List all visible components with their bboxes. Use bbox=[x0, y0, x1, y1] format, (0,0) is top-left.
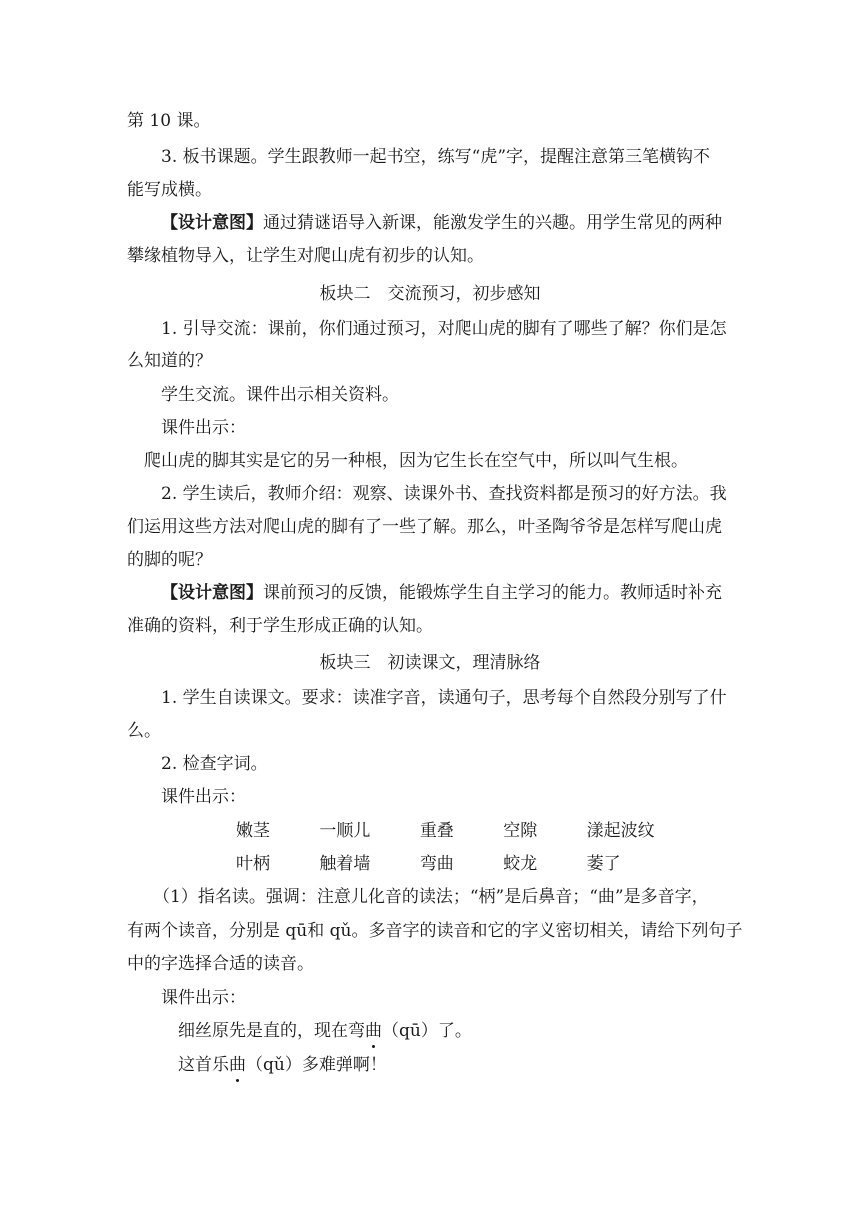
paragraph-line: 3. 板书课题。学生跟教师一起书空，练写“虎”字，提醒注意第三笔横钩不 bbox=[161, 147, 711, 167]
word-item: 弯曲 bbox=[419, 854, 454, 874]
section-heading: 板块二 交流预习，初步感知 bbox=[319, 284, 541, 304]
paragraph-line: 学生交流。课件出示相关资料。 bbox=[161, 385, 399, 405]
paragraph-line: 能写成横。 bbox=[127, 180, 212, 200]
paragraph-line: 准确的资料，利于学生形成正确的认知。 bbox=[127, 616, 433, 636]
design-intent-paragraph bbox=[161, 212, 722, 234]
sentence-text: 细丝原先是直的，现在弯 bbox=[178, 1021, 365, 1041]
design-intent-paragraph bbox=[161, 582, 722, 604]
paragraph-line: 课件出示： bbox=[161, 418, 246, 438]
sentence-text: 这首乐 bbox=[178, 1055, 229, 1075]
paragraph-line: 第 10 课。 bbox=[127, 111, 211, 131]
paragraph-line: 么。 bbox=[127, 721, 161, 741]
word-item: 一顺儿 bbox=[319, 821, 371, 841]
paragraph-line: 2. 学生读后，教师介绍：观察、读课外书、查找资料都是预习的好方法。我 bbox=[161, 484, 727, 504]
word-list-row bbox=[236, 820, 699, 842]
sentence-text: （qǔ）多难弹啊！ bbox=[246, 1055, 387, 1075]
paragraph-text: 通过猜谜语导入新课，能激发学生的兴趣。用学生常见的两种 bbox=[263, 213, 722, 233]
courseware-quote: 爬山虎的脚其实是它的另一种根，因为它生长在空气中，所以叫气生根。 bbox=[144, 451, 688, 471]
paragraph-line: 课件出示： bbox=[161, 988, 246, 1008]
paragraph-line: 1. 引导交流：课前，你们通过预习，对爬山虎的脚有了哪些了解？你们是怎 bbox=[161, 319, 727, 339]
paragraph-text: 课前预习的反馈，能锻炼学生自主学习的能力。教师适时补充 bbox=[263, 583, 722, 603]
word-item: 空隙 bbox=[503, 821, 538, 841]
paragraph-line: 的脚的呢？ bbox=[127, 550, 212, 570]
word-item: 重叠 bbox=[419, 821, 454, 841]
design-intent-tag: 【设计意图】 bbox=[161, 213, 263, 233]
word-item: 嫩茎 bbox=[236, 821, 270, 841]
word-list-row bbox=[236, 853, 665, 875]
example-sentence bbox=[178, 1054, 387, 1076]
sentence-text: （qū）了。 bbox=[382, 1021, 472, 1041]
paragraph-line: 们运用这些方法对爬山虎的脚有了一些了解。那么，叶圣陶爷爷是怎样写爬山虎 bbox=[127, 517, 722, 537]
example-sentence bbox=[178, 1020, 472, 1042]
paragraph-line: 么知道的？ bbox=[127, 351, 212, 371]
word-item: 叶柄 bbox=[236, 854, 270, 874]
paragraph-line: （1）指名读。强调：注意儿化音的读法；“柄”是后鼻音；“曲”是多音字， bbox=[153, 887, 709, 907]
section-heading: 板块三 初读课文，理清脉络 bbox=[319, 653, 541, 673]
paragraph-line: 课件出示： bbox=[161, 787, 246, 807]
paragraph-line: 攀缘植物导入，让学生对爬山虎有初步的认知。 bbox=[127, 246, 484, 266]
emphasis-dot-char: 曲 bbox=[229, 1055, 246, 1075]
word-item: 萎了 bbox=[586, 854, 621, 874]
word-item: 漾起波纹 bbox=[586, 821, 655, 841]
emphasis-dot-char: 曲 bbox=[365, 1021, 382, 1041]
paragraph-line: 2. 检查字词。 bbox=[161, 754, 268, 774]
word-item: 触着墙 bbox=[319, 854, 371, 874]
paragraph-line: 1. 学生自读课文。要求：读准字音，读通句子，思考每个自然段分别写了什 bbox=[161, 688, 727, 708]
word-item: 蛟龙 bbox=[503, 854, 538, 874]
design-intent-tag: 【设计意图】 bbox=[161, 583, 263, 603]
paragraph-line: 有两个读音，分别是 qū和 qǔ。多音字的读音和它的字义密切相关，请给下列句子 bbox=[127, 921, 743, 941]
paragraph-line: 中的字选择合适的读音。 bbox=[127, 954, 314, 974]
